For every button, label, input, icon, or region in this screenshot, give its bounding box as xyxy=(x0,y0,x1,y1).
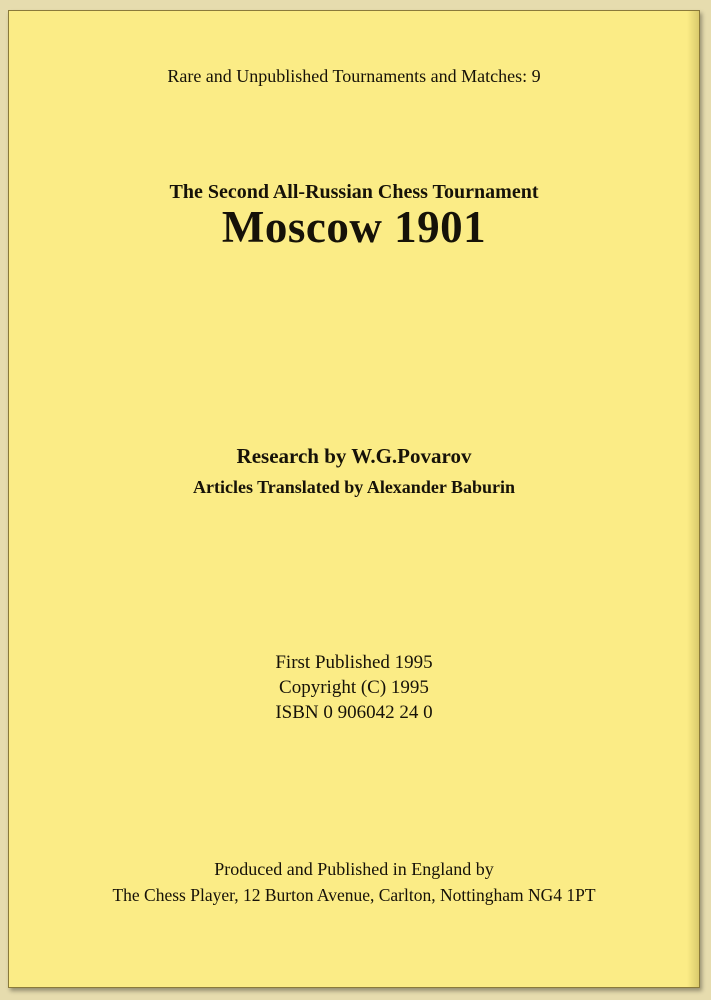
copyright-line: Copyright (C) 1995 xyxy=(279,677,429,698)
cover-edge-shadow xyxy=(687,11,699,987)
series-title: Rare and Unpublished Tournaments and Matches: 9 xyxy=(167,66,541,86)
book-cover xyxy=(8,10,700,988)
publisher-intro: Produced and Published in England by xyxy=(214,859,494,879)
publisher-address: The Chess Player, 12 Burton Avenue, Carlton, Nottingham NG4 1PT xyxy=(112,885,596,905)
book-title: Moscow 1901 xyxy=(221,202,487,252)
research-credit: Research by W.G.Povarov xyxy=(236,444,472,468)
isbn-line: ISBN 0 906042 24 0 xyxy=(275,702,433,723)
book-subtitle: The Second All-Russian Chess Tournament xyxy=(169,181,539,203)
first-published-line: First Published 1995 xyxy=(275,652,433,673)
translation-credit: Articles Translated by Alexander Baburin xyxy=(192,477,516,497)
